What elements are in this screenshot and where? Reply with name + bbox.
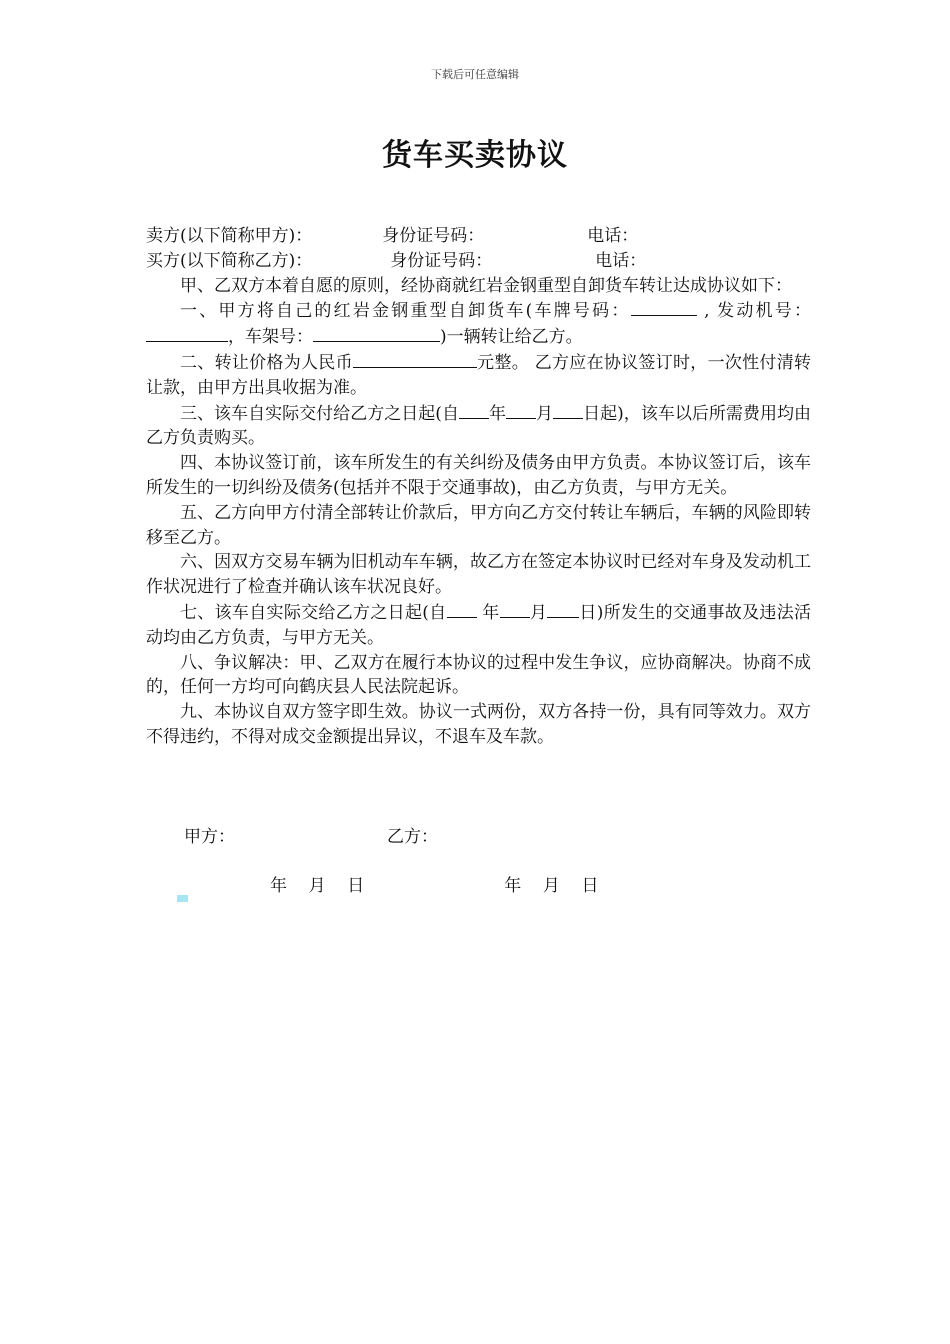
intro-paragraph: 甲、乙双方本着自愿的原则，经协商就红岩金钢重型自卸货车转让达成协议如下： — [180, 275, 792, 296]
date-row — [270, 871, 598, 896]
clause-3-text-a: 三、该车自实际交付给乙方之日起(自 — [180, 403, 459, 424]
clause-4: 四、本协议签订前，该车所发生的有关纠纷及债务由甲方负责。本协议签订后，该车所发生的一切纠纷及债务(包括并不限于交通事故)，由乙方负责，与甲方无关。 — [146, 453, 811, 498]
agreement-body — [146, 224, 811, 750]
clause-1-text-b: , 发动机号： — [696, 301, 811, 322]
buyer-label: 买方(以下简称乙方)： — [146, 250, 313, 271]
header-note: 下载后可任意编辑 — [431, 68, 519, 81]
buyer-id-label: 身份证号码： — [390, 250, 493, 271]
delivery-month-blank — [506, 401, 536, 419]
document-title: 货车买卖协议 — [382, 138, 568, 173]
seller-id-label: 身份证号码： — [382, 226, 485, 246]
clause-7 — [146, 600, 811, 651]
clause-7-month-text: 月 — [529, 602, 548, 623]
clause-1 — [146, 298, 811, 350]
handover-month-blank — [500, 600, 530, 618]
clause-3 — [146, 401, 811, 452]
party-b-date: 年 月 日 — [504, 876, 599, 896]
buyer-line — [146, 249, 811, 274]
clause-8: 八、争议解决：甲、乙双方在履行本协议的过程中发生争议，应协商解决。协商不成的，任何一方均可向鹤庆县人民法院起诉。 — [146, 652, 811, 698]
signature-row — [184, 822, 438, 847]
seller-label: 卖方(以下简称甲方)： — [146, 226, 313, 246]
clause-7-text-a: 七、该车自实际交给乙方之日起(自 — [180, 602, 447, 623]
party-a-date: 年 月 日 — [270, 876, 365, 896]
clause-3-text-d: 日起)，该车以后所需费用均由乙方负责购买。 — [146, 403, 811, 449]
party-b-signature-label: 乙方： — [387, 827, 438, 847]
clause-1-text-d: )一辆转让给乙方。 — [440, 327, 583, 348]
party-a-signature-label: 甲方： — [184, 827, 235, 847]
seller-phone-label: 电话： — [587, 226, 639, 246]
handover-day-blank — [547, 600, 579, 618]
clause-7-year-text: 年 — [476, 602, 500, 623]
clause-1-text-c: ，车架号： — [228, 327, 313, 348]
clause-5: 五、乙方向甲方付清全部转让价款后，甲方向乙方交付转让车辆后，车辆的风险即转移至乙方。 — [146, 502, 811, 548]
text-cursor-marker — [177, 895, 188, 902]
seller-line — [146, 224, 811, 249]
clause-2-text-b: 元整。 乙方应在协议签订时，一次性付清转让款，由甲方出具收据为准。 — [146, 352, 812, 398]
clause-9: 九、本协议自双方签字即生效。协议一式两份，双方各持一份，具有同等效力。双方不得违约，不得对成交金额提出异议，不退车及车款。 — [146, 702, 811, 747]
price-blank — [353, 350, 477, 368]
delivery-year-blank — [459, 401, 489, 419]
buyer-phone-label: 电话： — [595, 250, 647, 271]
plate-number-blank — [631, 298, 697, 316]
delivery-day-blank — [553, 401, 583, 419]
frame-number-blank — [313, 324, 440, 342]
clause-2 — [146, 350, 811, 401]
clause-1-text-a: 一、甲方将自己的红岩金钢重型自卸货车(车牌号码： — [180, 301, 631, 322]
handover-year-blank — [447, 600, 477, 618]
clause-7-text-d: 日)所发生的交通事故及违法活动均由乙方负责，与甲方无关。 — [146, 602, 812, 648]
clause-6: 六、因双方交易车辆为旧机动车车辆，故乙方在签定本协议时已经对车身及发动机工作状况进行了检查并确认该车状况良好。 — [146, 552, 811, 598]
clause-2-text-a: 二、转让价格为人民币 — [180, 352, 353, 373]
clause-3-year-text: 年 — [488, 403, 507, 424]
engine-number-blank — [146, 324, 228, 342]
clause-3-month-text: 月 — [536, 403, 554, 424]
